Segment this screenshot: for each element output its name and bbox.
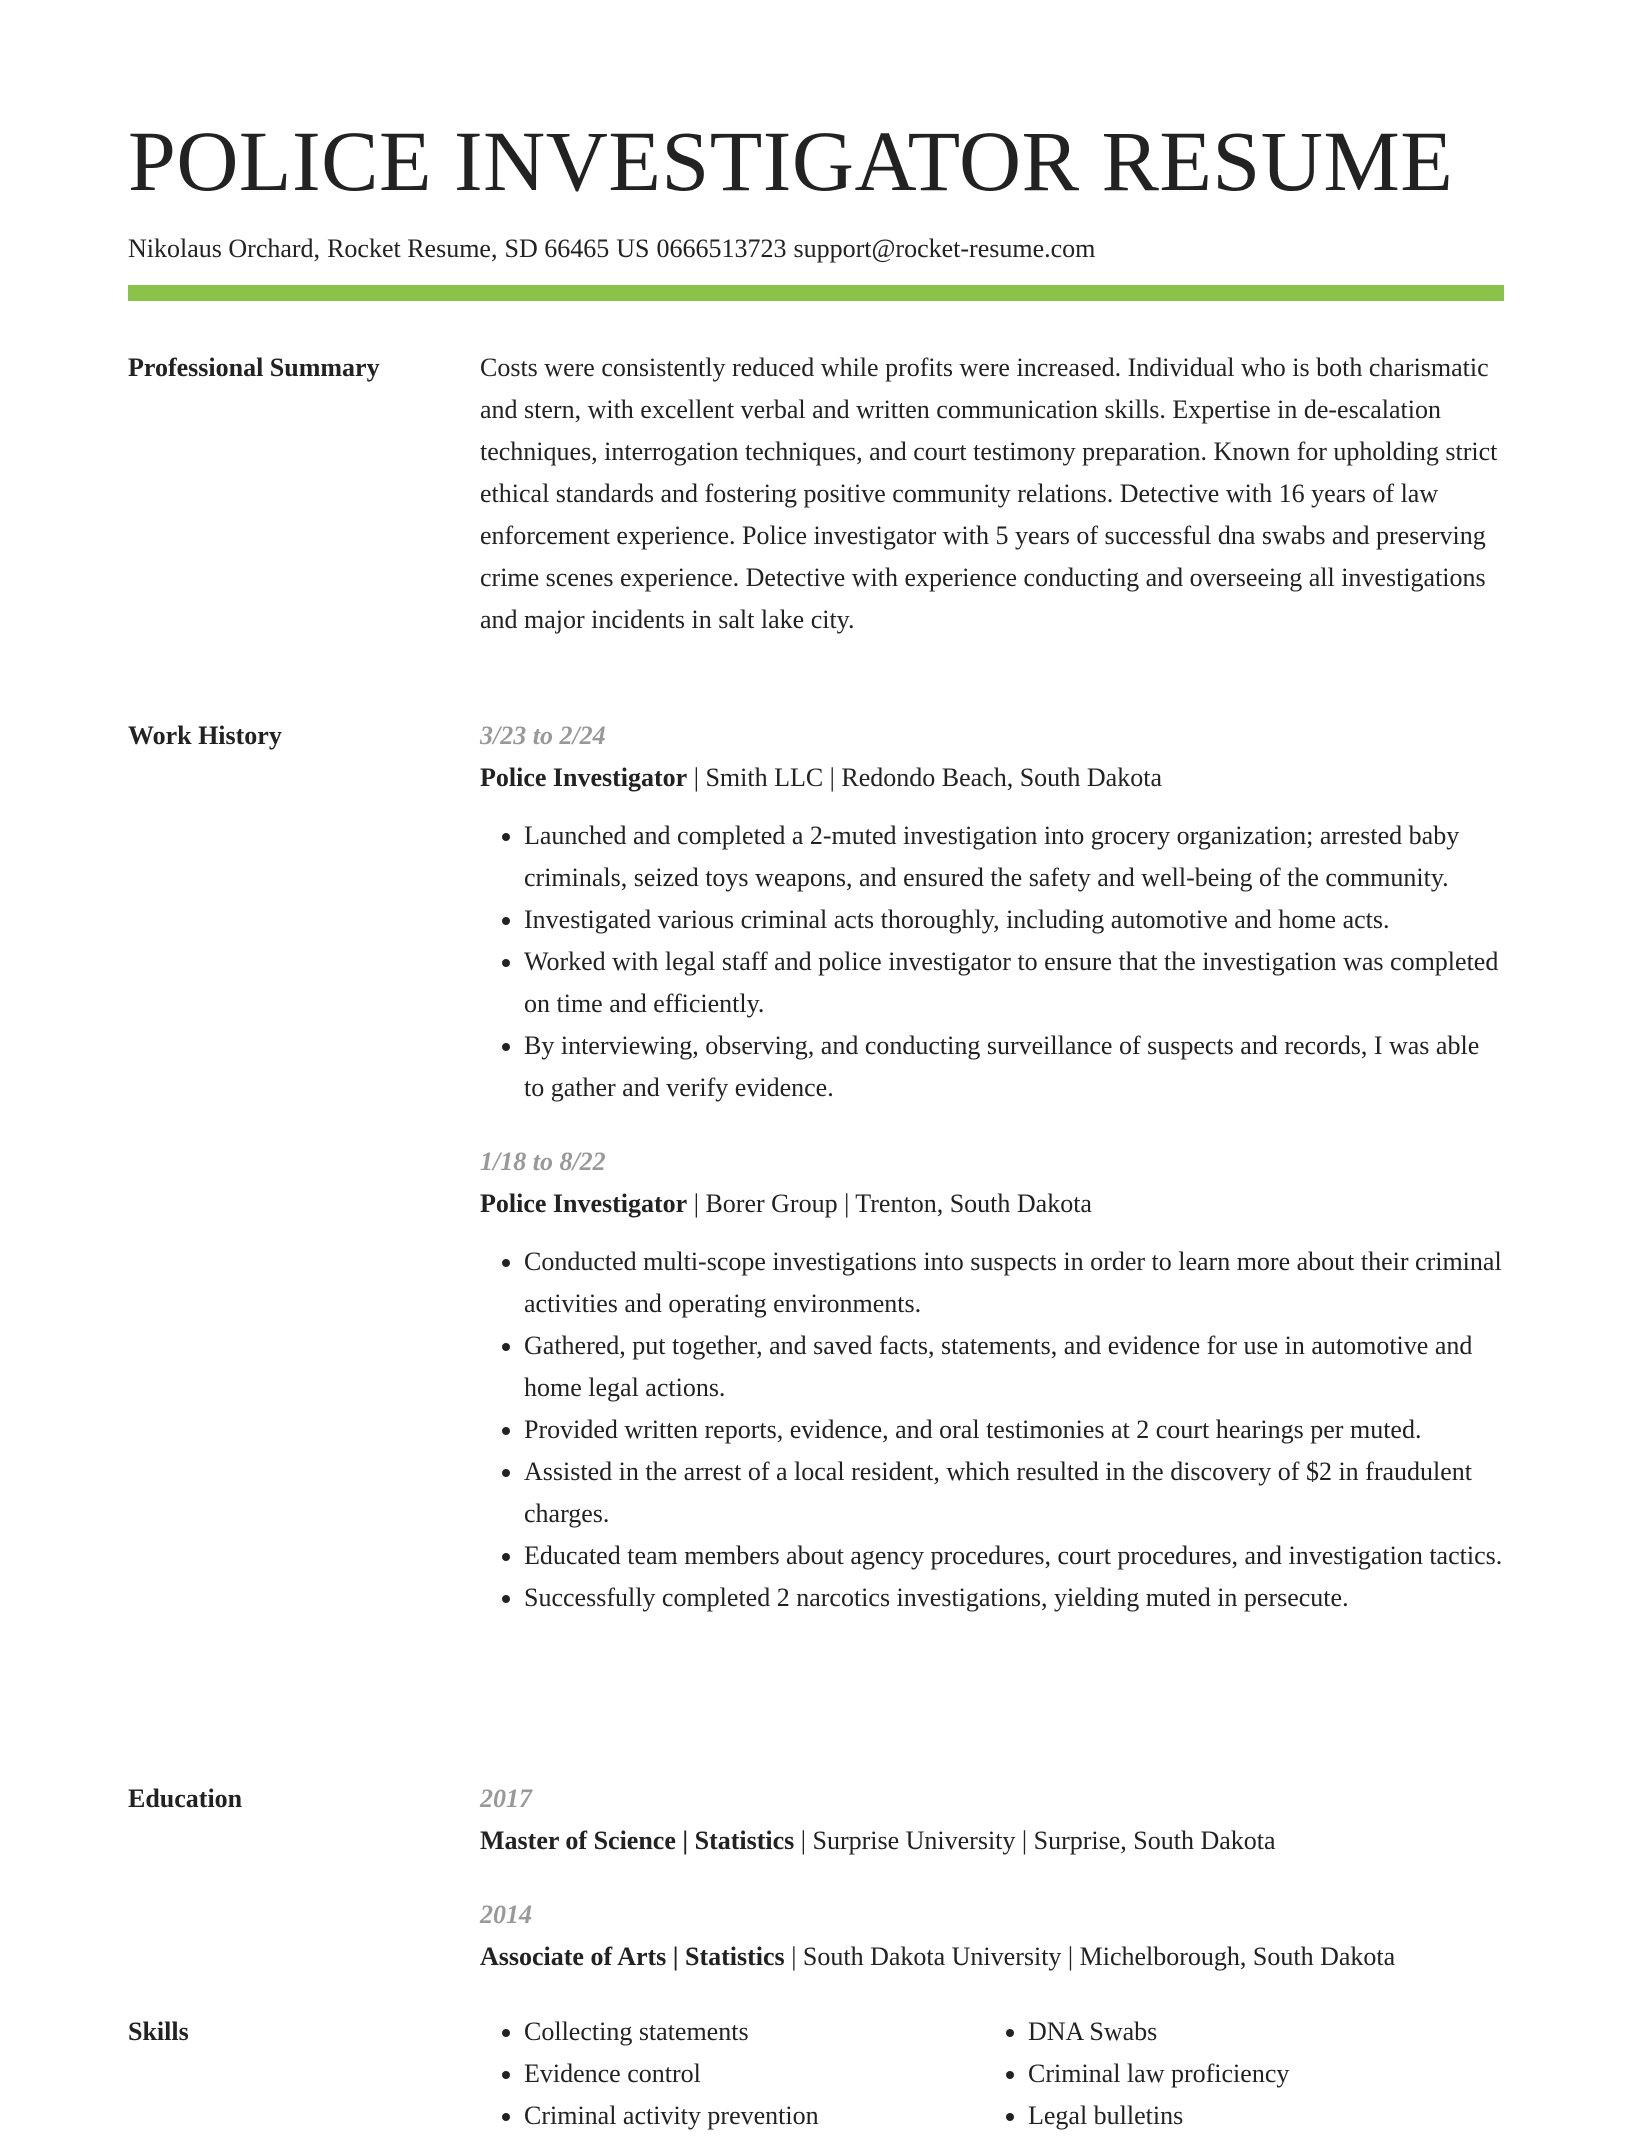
job-bullet: • Assisted in the arrest of a local resident, which resulted in the discovery of $2 in fraudulent charges. <box>524 1451 1504 1535</box>
contact-phone: 0666513723 <box>656 234 787 263</box>
job-entry <box>480 715 1504 1109</box>
skill-item: • Evidence control <box>524 2053 984 2095</box>
job-bullet: • By interviewing, observing, and conducting surveillance of suspects and records, I was able to gather and verify evidence. <box>524 1025 1504 1109</box>
job-entry <box>480 1141 1504 1619</box>
work-history-label: Work History <box>128 721 282 750</box>
education-line <box>480 1820 1504 1862</box>
contact-city: Rocket Resume, <box>327 234 498 263</box>
skill-item: • Legal bulletins <box>1028 2095 1488 2137</box>
job-role-line <box>480 757 1504 799</box>
job-bullet: • Worked with legal staff and police investigator to ensure that the investigation was completed on time and efficiently. <box>524 941 1504 1025</box>
job-role-line <box>480 1183 1504 1225</box>
job-bullet: • Launched and completed a 2-muted investigation into grocery organization; arrested baby criminals, seized toys weapons, and ensured the safety and well-being of the community. <box>524 815 1504 899</box>
summary-text: Costs were consistently reduced while profits were increased. Individual who is both charismatic and stern, with excellent verbal and written communication skills. Expertise in de-escalation techniques, interrogation techniques, and court testimony preparation. Known for upholding strict ethical standards and fostering positive community relations. Detective with 16 years of law enforcement experience. Police investigator with 5 years of successful dna swabs and preserving crime scenes experience. Detective with experience conducting and overseeing all investigations and major incidents in salt lake city. <box>480 353 1498 634</box>
education-school: | Surprise University | Surprise, South Dakota <box>794 1826 1276 1855</box>
contact-email: support@rocket-resume.com <box>793 234 1096 263</box>
contact-country: US <box>616 234 650 263</box>
job-employer-location: | Borer Group | Trenton, South Dakota <box>687 1189 1092 1218</box>
job-bullet: • Successfully completed 2 narcotics investigations, yielding muted in persecute. <box>524 1577 1504 1619</box>
education-entry <box>480 1778 1504 1862</box>
summary-label: Professional Summary <box>128 353 380 382</box>
job-bullets <box>480 1241 1504 1619</box>
education-degree: Associate of Arts | Statistics <box>480 1942 785 1971</box>
contact-name: Nikolaus Orchard, <box>128 234 321 263</box>
resume-title: POLICE INVESTIGATOR RESUME <box>128 113 1454 209</box>
education-school: | South Dakota University | Michelborough, South Dakota <box>784 1942 1396 1971</box>
job-bullet: • Investigated various criminal acts thoroughly, including automotive and home acts. <box>524 899 1504 941</box>
job-bullet: • Gathered, put together, and saved facts, statements, and evidence for use in automotive and home legal actions. <box>524 1325 1504 1409</box>
skills-columns <box>480 2011 1504 2137</box>
education-degree: Master of Science | Statistics <box>480 1826 795 1855</box>
skill-item: • Criminal law proficiency <box>1028 2053 1488 2095</box>
job-dates: 3/23 to 2/24 <box>480 721 606 750</box>
skill-item: • Collecting statements <box>524 2011 984 2053</box>
skill-item: • Criminal activity prevention <box>524 2095 984 2137</box>
contact-state-zip: SD 66465 <box>504 234 610 263</box>
job-bullets <box>480 815 1504 1109</box>
header-divider <box>128 285 1504 301</box>
contact-line <box>128 232 1102 266</box>
skills-list-left <box>480 2011 984 2137</box>
education-entry <box>480 1894 1504 1978</box>
education-line <box>480 1936 1504 1978</box>
job-bullet: • Provided written reports, evidence, and oral testimonies at 2 court hearings per muted. <box>524 1409 1504 1451</box>
job-employer-location: | Smith LLC | Redondo Beach, South Dakota <box>687 763 1162 792</box>
job-title: Police Investigator <box>480 1189 688 1218</box>
skills-label: Skills <box>128 2017 189 2046</box>
job-bullet: • Educated team members about agency procedures, court procedures, and investigation tactics. <box>524 1535 1504 1577</box>
job-dates: 1/18 to 8/22 <box>480 1147 606 1176</box>
skills-list-right <box>984 2011 1488 2137</box>
job-bullet: • Conducted multi-scope investigations into suspects in order to learn more about their criminal activities and operating environments. <box>524 1241 1504 1325</box>
education-year: 2017 <box>480 1784 532 1813</box>
education-year: 2014 <box>480 1900 532 1929</box>
skill-item: • DNA Swabs <box>1028 2011 1488 2053</box>
education-label: Education <box>128 1784 243 1813</box>
job-title: Police Investigator <box>480 763 688 792</box>
